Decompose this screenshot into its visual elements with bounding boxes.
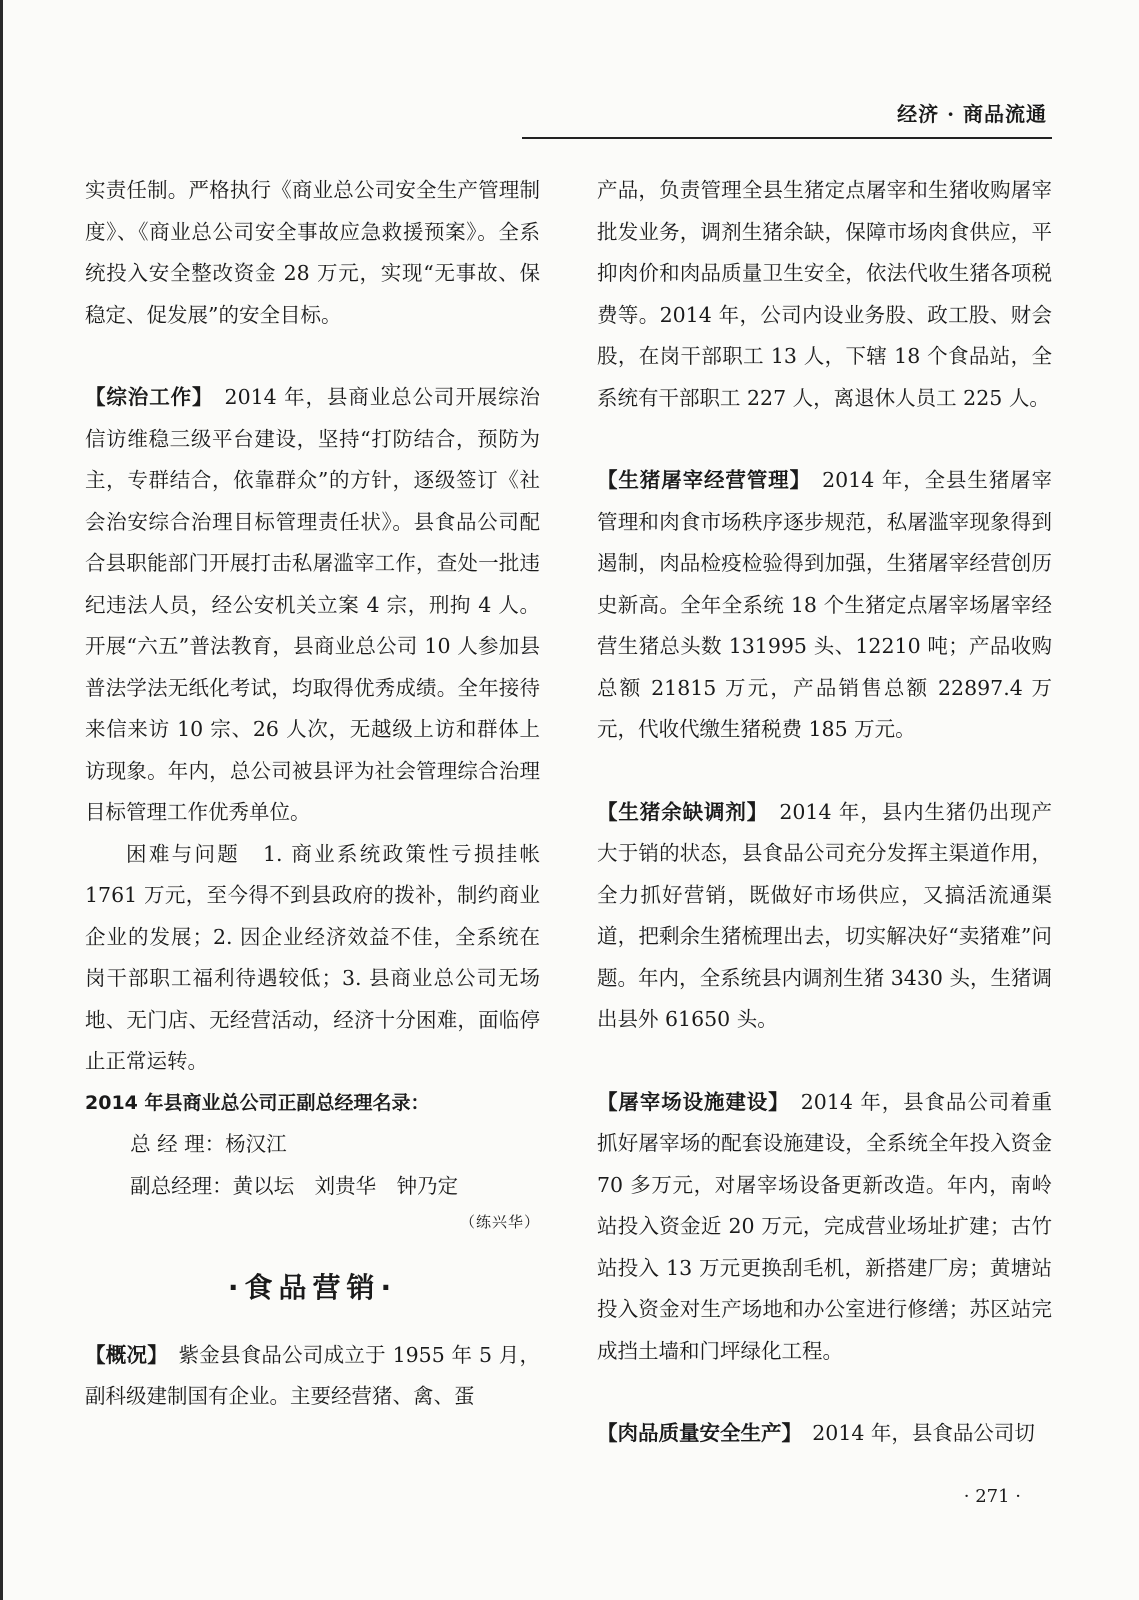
page-number: · 271 · [963, 1486, 1021, 1507]
scan-left-edge [0, 0, 3, 1600]
paragraph-body: 2014 年，全县生猪屠宰管理和肉食市场秩序逐步规范，私屠滥宰现象得到遏制，肉品检疫检验得到加强，生猪屠宰经营创历史新高。全年全系统 18 个生猪定点屠宰场屠宰经营生猪总头数 131995 头、12210 吨；产品收购总额 21815 万元，产品销售总额 22897.4 万元，代收代缴生猪税费 185 万元。 [597, 468, 1053, 741]
paragraph-body: 2014 年，县食品公司切 [812, 1421, 1035, 1445]
paragraph-slaughter-management [597, 460, 1052, 751]
paragraph-body: 1. 商业系统政策性亏损挂帐 1761 万元，至今得不到县政府的拨补，制约商业企业的发展；2. 因企业经济效益不佳，全系统在岗干部职工福利待遇较低；3. 县商业总公司无场地、无门店、无经营活动，经济十分困难，面临停止正常运转。 [85, 841, 541, 1073]
paragraph-facility-construction [597, 1082, 1052, 1373]
paragraph-body: 紫金县食品公司成立于 1955 年 5 月，副科级建制国有企业。主要经营猪、禽、蛋 [85, 1342, 541, 1408]
paragraph-body: 2014 年，县食品公司着重抓好屠宰场的配套设施建设，全系统全年投入资金 70 多万元，对屠宰场设备更新改造。年内，南岭站投入资金近 20 万元，完成营业场址扩建；古竹站投入 13 万元更换刮毛机，新搭建厂房；黄塘站投入资金对生产场地和办公室进行修缮；苏区站完成挡土墙和门坪绿化工程。 [597, 1089, 1053, 1363]
section-title: ·食品营销· [227, 1271, 398, 1304]
paragraph-body: 2014 年，县商业总公司开展综治信访维稳三级平台建设，坚持“打防结合，预防为主，专群结合，依靠群众”的方针，逐级签订《社会治安综合治理目标管理责任状》。县食品公司配合县职能部门开展打击私屠滥宰工作，查处一批违纪违法人员，经公安机关立案 4 宗，刑拘 4 人。开展“六五”普法教育，县商业总公司 10 人参加县普法学法无纸化考试，均取得优秀成绩。全年接待来信来访 10 宗、26 人次，无越级上访和群体上访现象。年内，总公司被县评为社会管理综合治理目标管理工作优秀单位。 [85, 385, 541, 824]
header-rule [522, 137, 1052, 139]
author-credit: （练兴华） [459, 1213, 540, 1231]
paragraph-overview-continued: 产品，负责管理全县生猪定点屠宰和生猪收购屠宰批发业务，调剂生猪余缺，保障市场肉食供应，平抑肉价和肉品质量卫生安全，依法代收生猪各项税费等。2014 年，公司内设业务股、政工股、财会股，在岗干部职工 13 人，下辖 18 个食品站，全系统有干部职工 227 人，离退休人员工 225 人。 [597, 178, 1052, 410]
paragraph-lead: 【屠宰场设施建设】 [597, 1089, 780, 1114]
paragraph-lead: 【概况】 [85, 1342, 158, 1367]
roster-deputy-managers: 副总经理：黄以坛 刘贵华 钟乃定 [130, 1173, 459, 1198]
paragraph-pig-supply-adjustment [597, 792, 1052, 1041]
paragraph-lead: 【综治工作】 [85, 385, 204, 409]
running-header: 经济 · 商品流通 [897, 102, 1047, 126]
paragraph-comprehensive-governance [85, 377, 540, 834]
paragraph-lead: 【生猪余缺调剂】 [597, 799, 758, 824]
paragraph-body: 2014 年，县内生猪仍出现产大于销的状态，县食品公司充分发挥主渠道作用，全力抓好营销，既做好市场供应，又搞活流通渠道，把剩余生猪梳理出去，切实解决好“卖猪难”问题。年内，全系统县内调剂生猪 3430 头，生猪调出县外 61650 头。 [597, 799, 1053, 1031]
paragraph-safety: 实责任制。严格执行《商业总公司安全生产管理制度》、《商业总公司安全事故应急救援预案》。全系统投入安全整改资金 28 万元，实现“无事故、保稳定、促发展”的安全目标。 [85, 178, 540, 327]
roster-general-manager: 总 经 理：杨汉江 [130, 1132, 287, 1156]
left-column [85, 170, 540, 1418]
paragraph-lead: 【肉品质量安全生产】 [597, 1421, 792, 1445]
paragraph-overview [85, 1335, 540, 1418]
paragraph-difficulties [85, 834, 540, 1083]
roster-title: 2014 年县商业总公司正副总经理名录： [85, 1091, 430, 1114]
paragraph-meat-quality-safety [597, 1413, 1052, 1455]
right-column [597, 170, 1052, 1455]
paragraph-lead: 【生猪屠宰经营管理】 [597, 468, 801, 492]
paragraph-lead: 困难与问题 [126, 841, 241, 866]
